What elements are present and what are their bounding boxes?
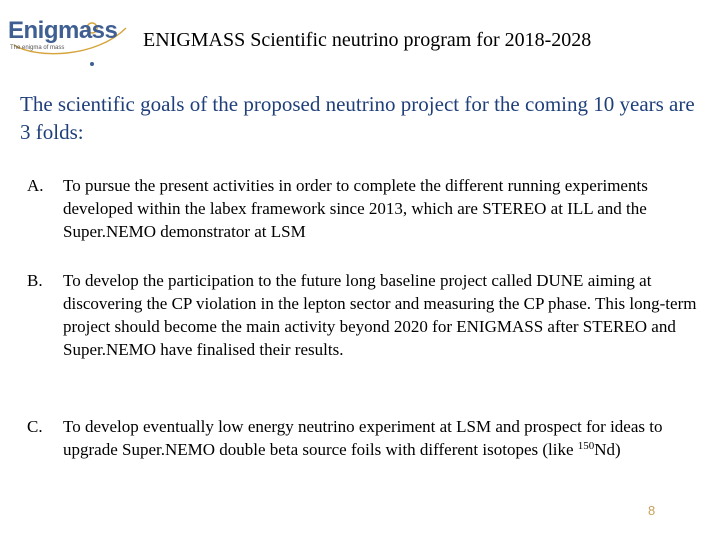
isotope-mass-number: 150 (577, 440, 595, 452)
slide-title: ENIGMASS Scientific neutrino program for 2018-2028 (143, 29, 592, 51)
logo-wordmark: Enigmass (8, 17, 118, 44)
goal-item-letter: A. (27, 176, 44, 195)
logo-tagline: The enigma of mass (10, 45, 65, 51)
goal-item-text: To pursue the present activities in order to complete the different running experiments developed within the labex framework since 2013, which are STEREO at ILL and the Super.NEMO demonstrator at LSM (63, 176, 648, 241)
goal-item-text-start: To develop eventually low energy neutrino experiment at LSM and prospect for ideas to upgrade Super.NEMO double beta source foils with different isotopes (like (63, 417, 663, 459)
goal-item-a (27, 174, 697, 243)
intro-paragraph: The scientific goals of the proposed neutrino project for the coming 10 years are 3 folds: (20, 92, 695, 144)
page-number: 8 (648, 503, 656, 518)
goal-item-b (27, 269, 697, 361)
goal-item-text-end: Nd) (594, 440, 621, 459)
goal-item-letter: C. (27, 417, 43, 436)
enigmass-logo (6, 14, 130, 68)
goal-item-letter: B. (27, 271, 43, 290)
goal-item-text (63, 415, 697, 461)
goal-item-text: To develop the participation to the future long baseline project called DUNE aiming at discovering the CP violation in the lepton sector and measuring the CP phase. This long-term project should become the main activity beyond 2020 for ENIGMASS after STEREO and Super.NEMO have finalised their results. (63, 271, 697, 359)
goal-item-c (27, 415, 697, 461)
